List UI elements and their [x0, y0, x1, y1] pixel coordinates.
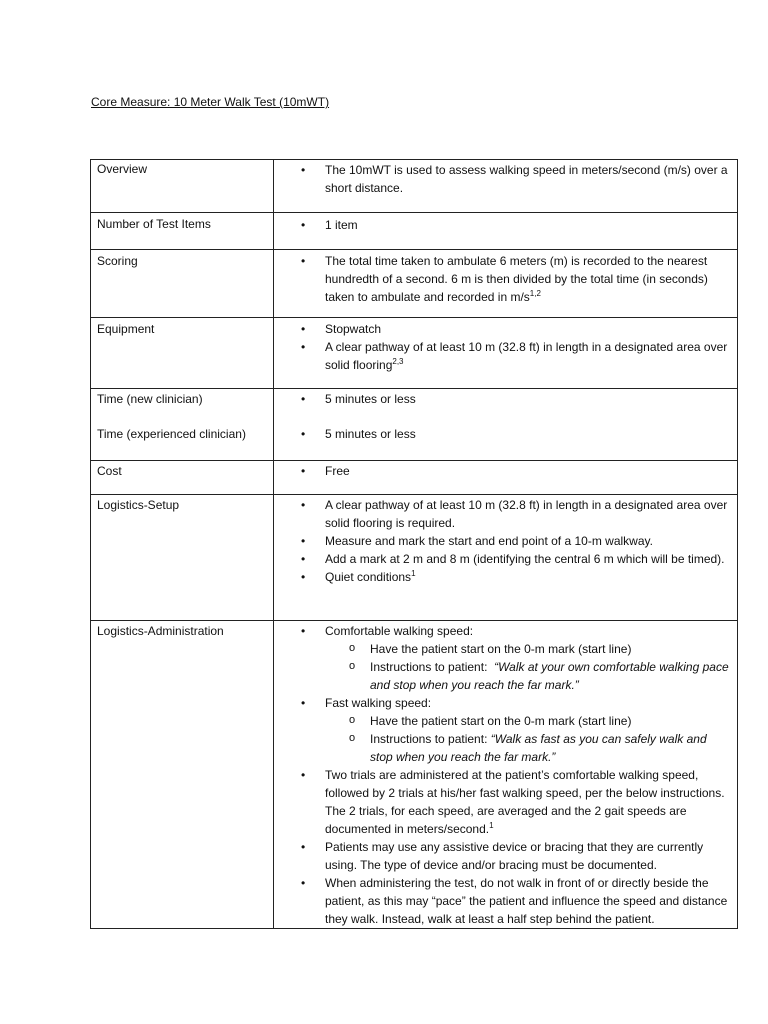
fast-instructions-label: Instructions to patient:: [370, 732, 488, 746]
time-experienced-value: • 5 minutes or less: [301, 425, 731, 443]
fast-instructions-text: “Walk as fast as you can safely walk and stop when you reach the far mark.”: [370, 732, 707, 764]
content-cell: [274, 389, 738, 461]
scoring-label: Scoring: [97, 254, 138, 268]
equipment-citation: 2,3: [392, 357, 404, 366]
time-new-value: • 5 minutes or less: [301, 390, 731, 408]
administration-item: • Patients may use any assistive device or bracing that they are currently using. The type of device and/or bracing must be documented.: [301, 838, 731, 874]
row-logistics-administration: [91, 621, 738, 929]
comfortable-speed-heading: Comfortable walking speed:: [325, 624, 474, 638]
label-cell: [91, 389, 274, 461]
comfortable-instructions: [325, 658, 731, 694]
row-overview: [91, 160, 738, 213]
overview-label: Overview: [97, 162, 148, 176]
setup-item: • Add a mark at 2 m and 8 m (identifying the central 6 m which will be timed).: [301, 550, 731, 568]
test-items-label: Number of Test Items: [97, 217, 211, 231]
fast-start-step: o Have the patient start on the 0-m mark (start line): [325, 712, 731, 730]
row-cost: [91, 461, 738, 495]
label-cell: [91, 250, 274, 318]
row-time: [91, 389, 738, 461]
setup-item: • Measure and mark the start and end point of a 10-m walkway.: [301, 532, 731, 550]
cost-value: • Free: [301, 462, 731, 480]
scoring-citation: 1,2: [529, 289, 541, 298]
content-cell: [274, 318, 738, 389]
administration-item: [301, 694, 731, 766]
label-cell: [91, 495, 274, 621]
comfortable-instructions-text: “Walk at your own comfortable walking pace and stop when you reach the far mark.”: [370, 660, 729, 692]
content-cell: [274, 250, 738, 318]
administration-item: • When administering the test, do not walk in front of or directly beside the patient, as this may “pace” the patient and influence the speed and distance they walk. Instead, walk at least a half step behind the patient.: [301, 874, 731, 928]
administration-label: Logistics-Administration: [97, 624, 224, 638]
row-equipment: [91, 318, 738, 389]
content-cell: [274, 213, 738, 250]
fast-instructions: [325, 730, 731, 766]
setup-label: Logistics-Setup: [97, 498, 180, 512]
scoring-text: The total time taken to ambulate 6 meters (m) is recorded to the nearest hundredth of a second. 6 m is then divided by the total time (in seconds) taken to ambulate and recorded in m/s: [325, 254, 708, 304]
document-title: Core Measure: 10 Meter Walk Test (10mWT): [91, 95, 330, 109]
label-cell: [91, 160, 274, 213]
time-new-label: Time (new clinician): [97, 392, 203, 406]
content-cell: [274, 621, 738, 929]
overview-item: • The 10mWT is used to assess walking speed in meters/second (m/s) over a short distance.: [301, 161, 731, 197]
trials-text: Two trials are administered at the patient’s comfortable walking speed, followed by 2 trials at his/her fast walking speed, per the below instructions. The 2 trials, for each speed, are averaged and the 2 gait speeds are documented in meters/second.: [325, 768, 725, 836]
label-cell: [91, 318, 274, 389]
equipment-label: Equipment: [97, 322, 155, 336]
row-logistics-setup: [91, 495, 738, 621]
setup-quiet-text: Quiet conditions: [325, 570, 412, 584]
scoring-item: [301, 252, 731, 306]
label-cell: [91, 621, 274, 929]
equipment-item: • Stopwatch: [301, 320, 731, 338]
content-cell: [274, 495, 738, 621]
administration-item: [301, 766, 731, 838]
time-experienced-label: Time (experienced clinician): [97, 427, 246, 441]
fast-speed-heading: Fast walking speed:: [325, 696, 432, 710]
measure-table: [90, 159, 738, 929]
administration-item: [301, 622, 731, 694]
content-cell: [274, 160, 738, 213]
setup-citation: 1: [411, 569, 416, 578]
cost-label: Cost: [97, 464, 122, 478]
label-cell: [91, 461, 274, 495]
equipment-pathway-text: A clear pathway of at least 10 m (32.8 ft) in length in a designated area over solid flooring: [325, 340, 728, 372]
equipment-item: [301, 338, 731, 374]
setup-item: [301, 568, 731, 586]
row-test-items: [91, 213, 738, 250]
trials-citation: 1: [489, 821, 494, 830]
setup-item: • A clear pathway of at least 10 m (32.8 ft) in length in a designated area over solid flooring is required.: [301, 496, 731, 532]
test-items-value: • 1 item: [301, 216, 731, 234]
row-scoring: [91, 250, 738, 318]
label-cell: [91, 213, 274, 250]
content-cell: [274, 461, 738, 495]
comfortable-start-step: o Have the patient start on the 0-m mark (start line): [325, 640, 731, 658]
comfortable-instructions-label: Instructions to patient:: [370, 660, 488, 674]
